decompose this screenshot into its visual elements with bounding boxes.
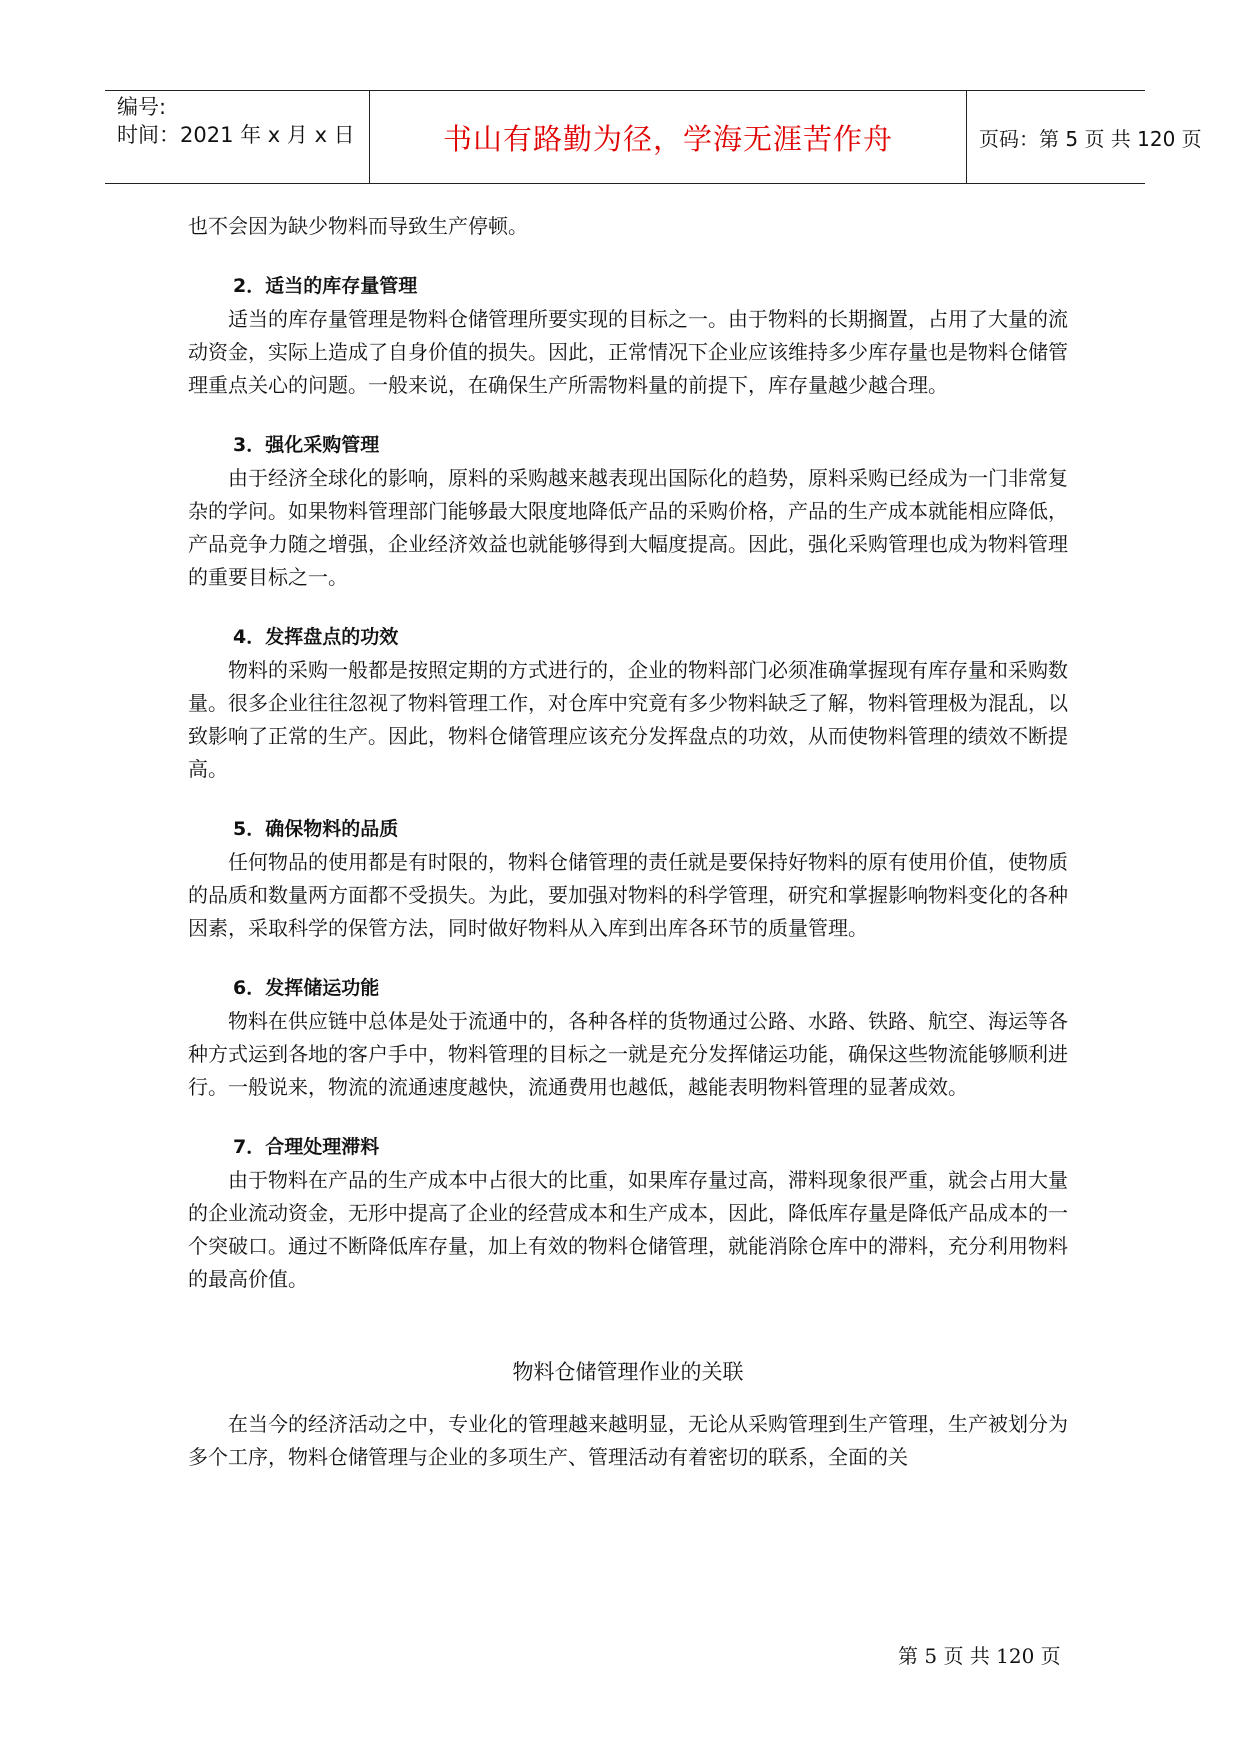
section-2 [188,270,1068,402]
section-title: 物料仓储管理作业的关联 [512,1360,744,1384]
header-motto: 书山有路勤为径，学海无涯苦作舟 [442,122,893,156]
page-footer: 第 5 页 共 120 页 [898,1644,1061,1668]
header-motto-cell [370,91,967,183]
section-heading: 5．确保物料的品质 [233,818,399,840]
header-page-cell [967,91,1202,183]
section-7 [188,1131,1068,1296]
section-3 [188,429,1068,594]
number-label: 编号: [117,95,167,119]
page-header [105,90,1202,184]
intro-paragraph: 也不会因为缺少物料而导致生产停顿。 [188,214,528,238]
section-5 [188,813,1068,945]
section-heading: 6．发挥储运功能 [233,977,380,999]
section-paragraph: 物料的采购一般都是按照定期的方式进行的，企业的物料部门必须准确掌握现有库存量和采购数量。很多企业往往忽视了物料管理工作，对仓库中究竟有多少物料缺乏了解，物料管理极为混乱，以致影响了正常的生产。因此，物料仓储管理应该充分发挥盘点的功效，从而使物料管理的绩效不断提高。 [188,658,1068,781]
section-6 [188,972,1068,1104]
header-page-label: 页码：第 5 页 共 120 页 [979,127,1202,151]
section-paragraph: 由于经济全球化的影响，原料的采购越来越表现出国际化的趋势，原料采购已经成为一门非常复杂的学问。如果物料管理部门能够最大限度地降低产品的采购价格，产品的生产成本就能相应降低，产品竞争力随之增强，企业经济效益也就能够得到大幅度提高。因此，强化采购管理也成为物料管理的重要目标之一。 [188,466,1068,589]
time-label: 时间：2021 年 x 月 x 日 [117,123,355,147]
final-paragraph: 在当今的经济活动之中，专业化的管理越来越明显，无论从采购管理到生产管理，生产被划分为多个工序，物料仓储管理与企业的多项生产、管理活动有着密切的联系，全面的关 [188,1412,1068,1469]
header-info-cell [105,91,370,183]
document-body [188,210,1068,1474]
section-paragraph: 适当的库存量管理是物料仓储管理所要实现的目标之一。由于物料的长期搁置，占用了大量的流动资金，实际上造成了自身价值的损失。因此，正常情况下企业应该维持多少库存量也是物料仓储管理重点关心的问题。一般来说，在确保生产所需物料量的前提下，库存量越少越合理。 [188,307,1068,397]
section-heading: 7．合理处理滞料 [233,1136,380,1158]
section-paragraph: 物料在供应链中总体是处于流通中的，各种各样的货物通过公路、水路、铁路、航空、海运等各种方式运到各地的客户手中，物料管理的目标之一就是充分发挥储运功能，确保这些物流能够顺利进行。一般说来，物流的流通速度越快，流通费用也越低，越能表明物料管理的显著成效。 [188,1009,1068,1099]
section-paragraph: 由于物料在产品的生产成本中占很大的比重，如果库存量过高，滞料现象很严重，就会占用大量的企业流动资金，无形中提高了企业的经营成本和生产成本，因此，降低库存量是降低产品成本的一个突破口。通过不断降低库存量，加上有效的物料仓储管理，就能消除仓库中的滞料，充分利用物料的最高价值。 [188,1168,1068,1291]
section-4 [188,621,1068,786]
section-paragraph: 任何物品的使用都是有时限的，物料仓储管理的责任就是要保持好物料的原有使用价值，使物质的品质和数量两方面都不受损失。为此，要加强对物料的科学管理，研究和掌握影响物料变化的各种因素，采取科学的保管方法，同时做好物料从入库到出库各环节的质量管理。 [188,850,1068,940]
section-heading: 2．适当的库存量管理 [233,275,418,297]
section-heading: 4．发挥盘点的功效 [233,626,399,648]
section-heading: 3．强化采购管理 [233,434,380,456]
